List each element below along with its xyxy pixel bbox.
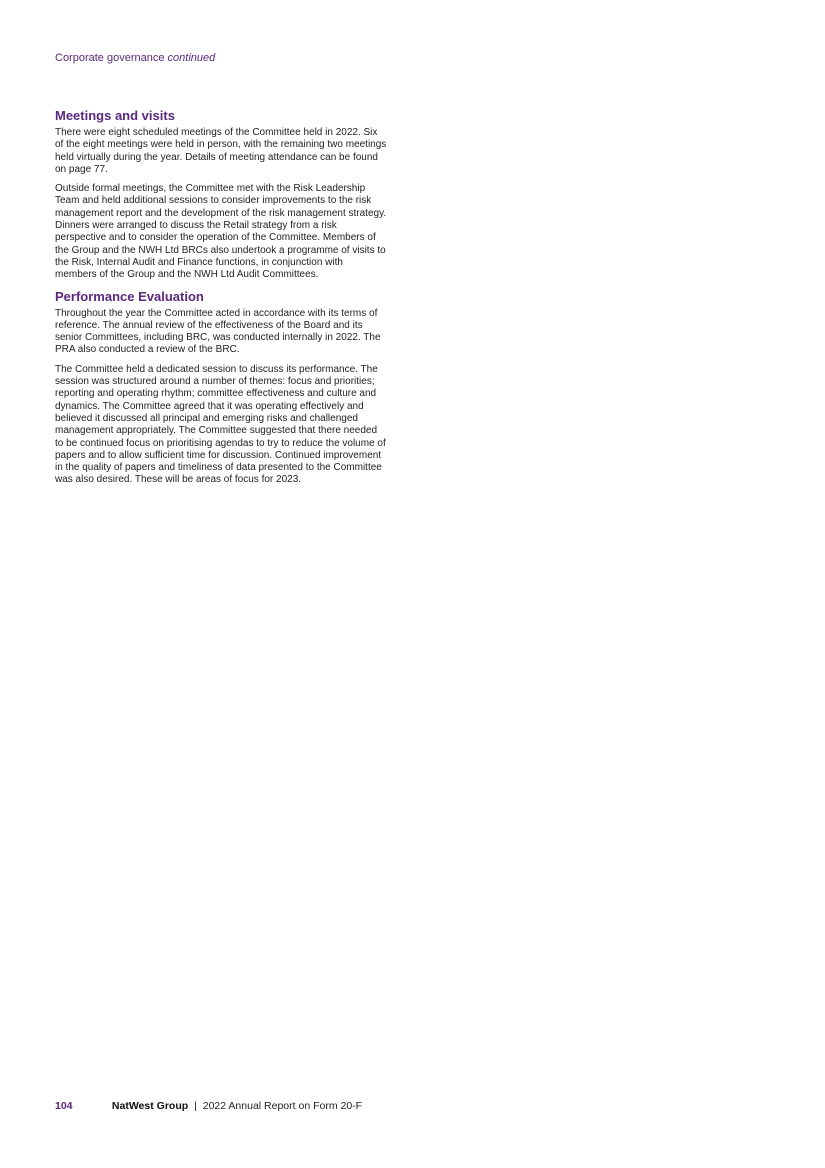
running-header-continued: continued	[167, 52, 216, 64]
page-number: 104	[55, 1100, 73, 1112]
heading-performance-evaluation: Performance Evaluation	[55, 288, 204, 304]
main-column	[55, 108, 387, 494]
heading-meetings-and-visits: Meetings and visits	[55, 108, 175, 123]
footer-separator: |	[194, 1100, 197, 1112]
paragraph: The Committee held a dedicated session to discuss its performance. The session was structured around a number of themes: focus and priorities; reporting and operating rhythm; committee effectiveness and culture and dynamics. The Committee agreed that it was operating effectively and believed it discussed all principal and emerging risks and challenged management appropriately. The Committee suggested that there needed to be continued focus on prioritising agendas to try to reduce the volume of papers and to allow sufficient time for discussion. Continued improvement in the quality of papers and timeliness of data presented to the Committee was also desired. These will be areas of focus for 2023.	[55, 363, 386, 486]
running-header	[55, 52, 215, 64]
brand-name: NatWest Group	[111, 1100, 189, 1112]
report-title: 2022 Annual Report on Form 20-F	[202, 1100, 363, 1112]
paragraph: There were eight scheduled meetings of the Committee held in 2022. Six of the eight meetings were held in person, with the remaining two meetings held virtually during the year. Details of meeting attendance can be found on page 77.	[55, 127, 387, 175]
page-footer	[55, 1100, 362, 1112]
paragraph: Throughout the year the Committee acted in accordance with its terms of reference. The annual review of the effectiveness of the Board and its senior Committees, including BRC, was conducted internally in 2022. The PRA also conducted a review of the BRC.	[55, 307, 381, 356]
paragraph: Outside formal meetings, the Committee met with the Risk Leadership Team and held additional sessions to consider improvements to the risk management report and the development of the risk management strategy. Dinners were arranged to discuss the Retail strategy from a risk perspective and to consider the operation of the Committee. Members of the Group and the NWH Ltd BRCs also undertook a programme of visits to the Risk, Internal Audit and Finance functions, in conjunction with members of the Group and the NWH Ltd Audit Committees.	[55, 183, 387, 281]
running-header-title: Corporate governance	[55, 52, 165, 64]
